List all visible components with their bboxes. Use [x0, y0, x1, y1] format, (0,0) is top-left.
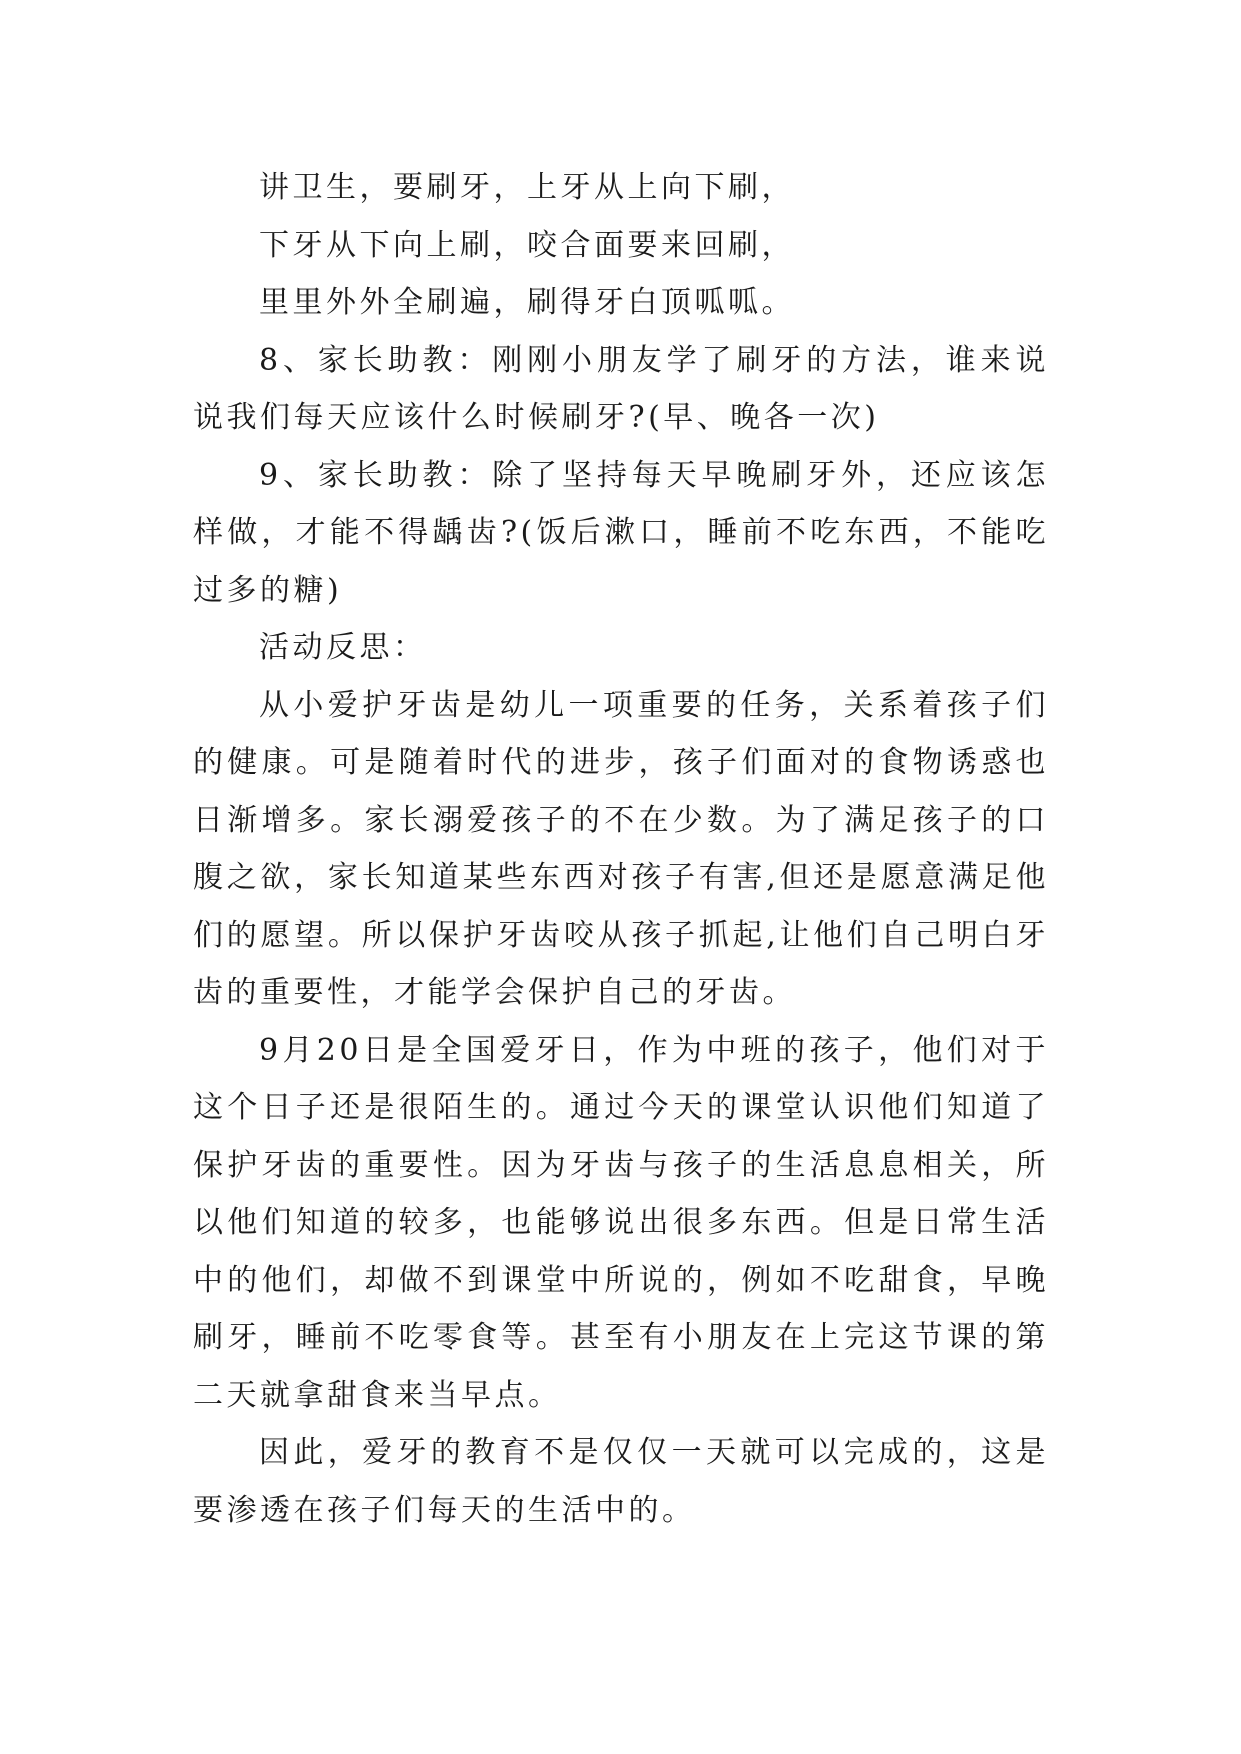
paragraph: 从小爱护牙齿是幼儿一项重要的任务，关系着孩子们的健康。可是随着时代的进步，孩子们面对的食物诱惑也日渐增多。家长溺爱孩子的不在少数。为了满足孩子的口腹之欲，家长知道某些东西对孩子有害,但还是愿意满足他们的愿望。所以保护牙齿咬从孩子抓起,让他们自己明白牙齿的重要性，才能学会保护自己的牙齿。 — [193, 687, 1049, 1010]
paragraph: 因此，爱牙的教育不是仅仅一天就可以完成的，这是要渗透在孩子们每天的生活中的。 — [193, 1435, 1049, 1528]
paragraph: 里里外外全刷遍，刷得牙白顶呱呱。 — [259, 285, 795, 320]
paragraph: 9月20日是全国爱牙日，作为中班的孩子，他们对于这个日子还是很陌生的。通过今天的课堂认识他们知道了保护牙齿的重要性。因为牙齿与孩子的生活息息相关，所以他们知道的较多，也能够说出很多东西。但是日常生活中的他们，却做不到课堂中所说的，例如不吃甜食，早晚刷牙，睡前不吃零食等。甚至有小朋友在上完这节课的第二天就拿甜食来当早点。 — [193, 1032, 1049, 1413]
paragraph: 讲卫生，要刷牙，上牙从上向下刷， — [259, 170, 795, 205]
document-body — [193, 159, 1049, 1539]
paragraph: 下牙从下向上刷，咬合面要来回刷， — [259, 227, 795, 263]
section-heading: 活动反思： — [259, 630, 427, 665]
paragraph: 8、家长助教：刚刚小朋友学了刷牙的方法，谁来说说我们每天应该什么时候刷牙?(早、晚各一次) — [193, 342, 1049, 435]
paragraph: 9、家长助教：除了坚持每天早晚刷牙外，还应该怎样做，才能不得龋齿?(饭后漱口，睡前不吃东西，不能吃过多的糖) — [193, 457, 1049, 608]
